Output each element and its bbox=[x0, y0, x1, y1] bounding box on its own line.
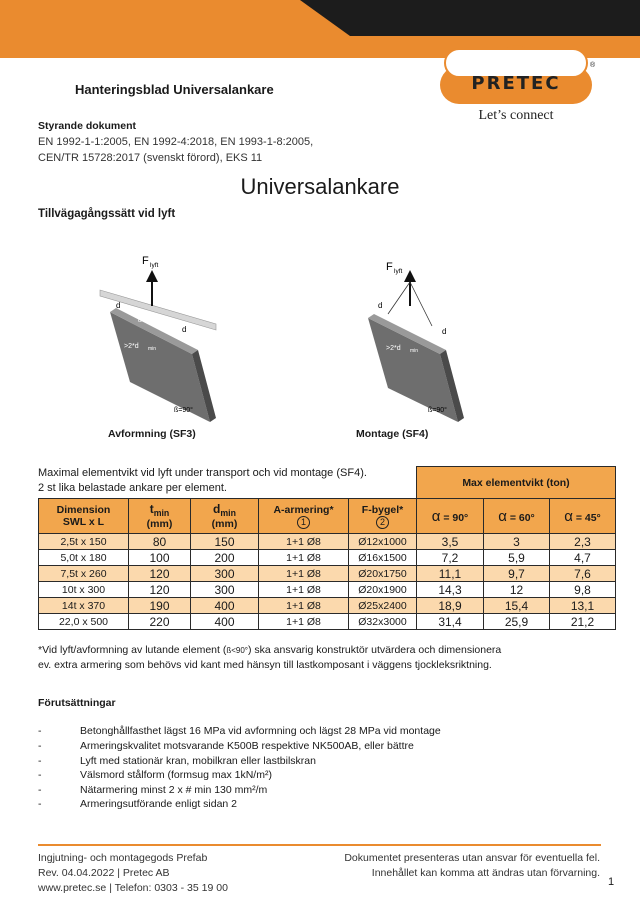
prerequisite-item: - Lyft med stationär kran, mobilkran eller lastbilskran bbox=[38, 755, 316, 767]
angle-label: α bbox=[398, 319, 403, 326]
footer-disclaimer: Innehållet kan komma att ändras utan förvarning. bbox=[371, 867, 600, 879]
diagram-caption-mounting: Montage (SF4) bbox=[356, 428, 429, 440]
section-title: Tillvägagångssätt vid lyft bbox=[38, 208, 176, 220]
table-intro-line: Maximal elementvikt vid lyft under transport och vid montage (SF4). bbox=[38, 467, 367, 479]
table-row: 14t x 370 190 400 1+1 Ø8 Ø25x2400 18,9 15,4 13,1 bbox=[39, 598, 616, 614]
main-title: Universalankare bbox=[240, 174, 400, 199]
governing-docs-heading: Styrande dokument bbox=[38, 120, 137, 132]
load-table bbox=[38, 466, 616, 630]
anchor-distance-label: >2*d bbox=[124, 343, 139, 350]
table-row: 2,5t x 150 80 150 1+1 Ø8 Ø12x1000 3,5 3 2,3 bbox=[39, 534, 616, 550]
table-row: 7,5t x 260 120 300 1+1 Ø8 Ø20x1750 11,1 9,7 7,6 bbox=[39, 566, 616, 582]
prerequisite-item: - Armeringskvalitet motsvarande K500B respektive NK500AB, eller bättre bbox=[38, 740, 414, 752]
page-number: 1 bbox=[608, 876, 615, 888]
prerequisite-item: - Armeringsutförande enligt sidan 2 bbox=[38, 798, 238, 810]
governing-docs-line: CEN/TR 15728:2017 (svenskt förord), EKS 11 bbox=[38, 152, 263, 164]
governing-docs-line: EN 1992-1-1:2005, EN 1992-4:2018, EN 1993-1-8:2005, bbox=[38, 136, 314, 148]
table-intro-line: 2 st lika belastade ankare per element. bbox=[38, 482, 227, 494]
table-footnote-line2: ev. extra armering som behövs vid kant med hänsyn till lastkomposant i väggens tjockleksriktning. bbox=[38, 659, 492, 671]
anchor-distance-subscript: min bbox=[148, 346, 157, 352]
tilt-angle-label: ß=90° bbox=[428, 407, 447, 414]
force-subscript: lyft bbox=[394, 268, 403, 275]
footer-divider bbox=[38, 844, 601, 846]
prerequisites-heading: Förutsättningar bbox=[38, 697, 116, 709]
max-weight-header: Max elementvikt (ton) bbox=[417, 467, 616, 499]
col-thickness: $t_{min}$ (mm) bbox=[129, 499, 191, 534]
tilt-angle-label: ß=90° bbox=[174, 407, 193, 414]
footer-disclaimer: Dokumentet presenteras utan ansvar för eventuella fel. bbox=[344, 852, 600, 864]
anchor-distance-subscript: min bbox=[410, 348, 419, 354]
edge-distance-label: d bbox=[442, 327, 447, 336]
force-label: F bbox=[386, 261, 393, 273]
diagram-mounting bbox=[360, 250, 600, 425]
col-a-reinforcement: A-armering* 1 bbox=[259, 499, 349, 534]
edge-distance-label: d bbox=[182, 325, 187, 334]
document-title: Hanteringsblad Universalankare bbox=[75, 82, 274, 97]
col-alpha-60: α = 60° bbox=[484, 499, 550, 534]
registered-mark: ® bbox=[590, 62, 596, 69]
pretec-logo bbox=[440, 44, 600, 130]
logo-tagline: Let’s connect bbox=[478, 108, 554, 123]
prerequisite-item: - Betonghållfasthet lägst 16 MPa vid avformning och lägst 28 MPa vid montage bbox=[38, 725, 441, 737]
angle-label: α=90° bbox=[138, 317, 156, 324]
diagram-demoulding bbox=[92, 250, 332, 425]
edge-distance-label: d bbox=[378, 301, 383, 310]
logo-wordmark: PRETEC bbox=[471, 73, 561, 94]
col-edge-distance: $d_{min}$ (mm) bbox=[191, 499, 259, 534]
table-row: 10t x 300 120 300 1+1 Ø8 Ø20x1900 14,3 12 9,8 bbox=[39, 582, 616, 598]
col-alpha-90: α = 90° bbox=[417, 499, 484, 534]
footer-revision: Rev. 04.04.2022 | Pretec AB bbox=[38, 867, 170, 879]
prerequisite-item: - Välsmord stålform (formsug max 1kN/m²) bbox=[38, 769, 272, 781]
col-dimension: Dimension SWL x L bbox=[39, 499, 129, 534]
footer-company: Ingjutning- och montagegods Prefab bbox=[38, 852, 208, 864]
edge-distance-label: d bbox=[116, 301, 121, 310]
prerequisite-item: - Nätarmering minst 2 x # min 130 mm²/m bbox=[38, 784, 268, 796]
table-row: 22,0 x 500 220 400 1+1 Ø8 Ø32x3000 31,4 25,9 21,2 bbox=[39, 614, 616, 630]
footer-contact[interactable]: www.pretec.se | Telefon: 0303 - 35 19 00 bbox=[38, 882, 228, 894]
table-footnote: *Vid lyft/avformning av lutande element (ß<90°) ska ansvarig konstruktör utvärdera och dimensionera bbox=[38, 644, 502, 656]
table-row: 5,0t x 180 100 200 1+1 Ø8 Ø16x1500 7,2 5,9 4,7 bbox=[39, 550, 616, 566]
diagram-caption-demoulding: Avformning (SF3) bbox=[108, 428, 196, 440]
anchor-distance-label: >2*d bbox=[386, 345, 401, 352]
col-f-stirrup: F-bygel* 2 bbox=[349, 499, 417, 534]
col-alpha-45: α = 45° bbox=[550, 499, 616, 534]
force-subscript: lyft bbox=[150, 262, 159, 269]
force-label: F bbox=[142, 255, 149, 267]
